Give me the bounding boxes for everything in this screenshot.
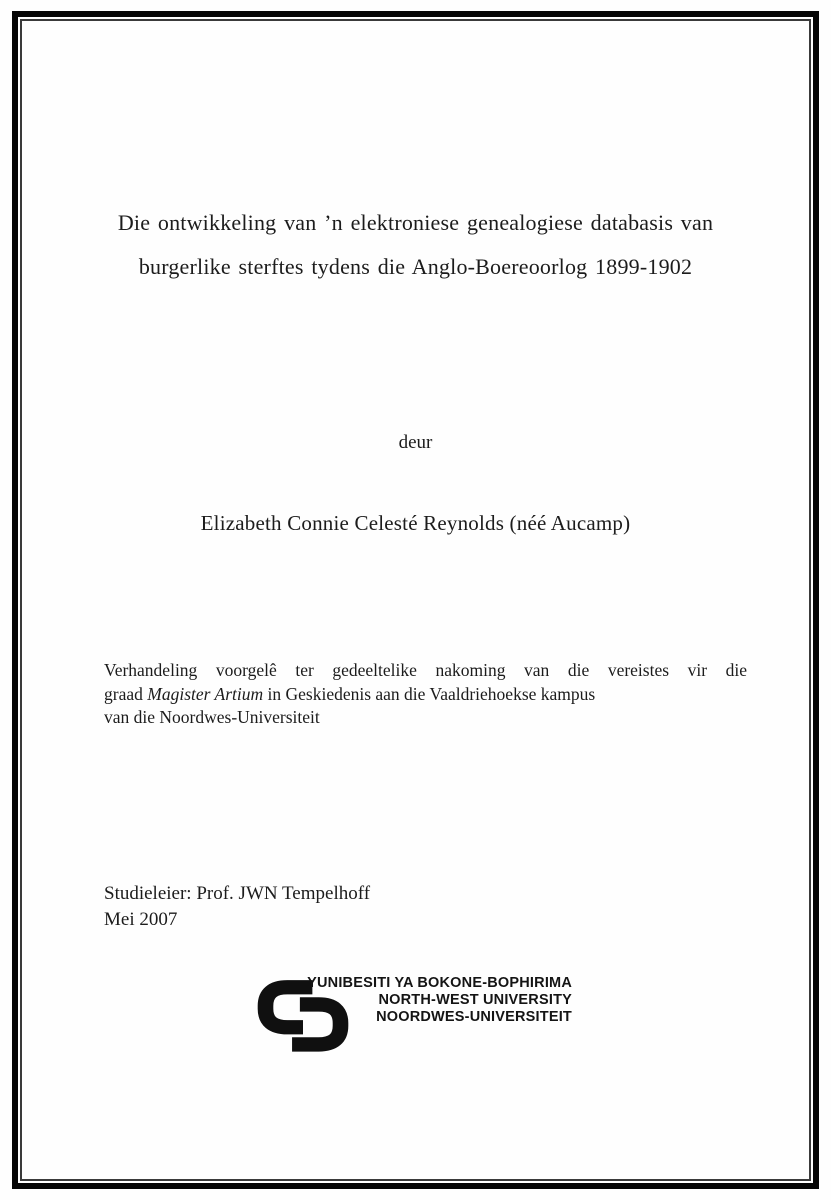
- author-name: Elizabeth Connie Celesté Reynolds (néé Aucamp): [200, 511, 631, 535]
- supervisor-date-block: [104, 881, 370, 933]
- degree-statement-line2: [104, 683, 747, 707]
- degree-statement: [104, 659, 747, 730]
- degree-statement-line2-post: in Geskiedenis aan die Vaaldriehoekse kampus: [263, 683, 596, 704]
- degree-name-italic: Magister Artium: [147, 683, 264, 704]
- logo-text-afrikaans: NOORDWES-UNIVERSITEIT: [376, 1008, 572, 1025]
- byline-deur: deur: [398, 432, 433, 453]
- thesis-title: [50, 201, 781, 289]
- university-logo-text: [300, 975, 572, 1025]
- thesis-title-line1: Die ontwikkeling van ’n elektroniese genealogiese databasis van: [117, 210, 714, 235]
- degree-statement-line1: Verhandeling voorgelê ter gedeeltelike nakoming van die vereistes vir die: [104, 660, 747, 680]
- thesis-title-line2: burgerlike sterftes tydens die Anglo-Boereoorlog 1899-1902: [138, 254, 693, 279]
- degree-statement-line2-pre: graad: [104, 683, 148, 704]
- supervisor-line: Studieleier: Prof. JWN Tempelhoff: [104, 883, 371, 904]
- logo-text-english: NORTH-WEST UNIVERSITY: [378, 991, 572, 1008]
- logo-text-setswana: YUNIBESITI YA BOKONE-BOPHIRIMA: [307, 975, 572, 991]
- degree-statement-line3: van die Noordwes-Universiteit: [104, 707, 320, 727]
- date-line: Mei 2007: [104, 909, 178, 930]
